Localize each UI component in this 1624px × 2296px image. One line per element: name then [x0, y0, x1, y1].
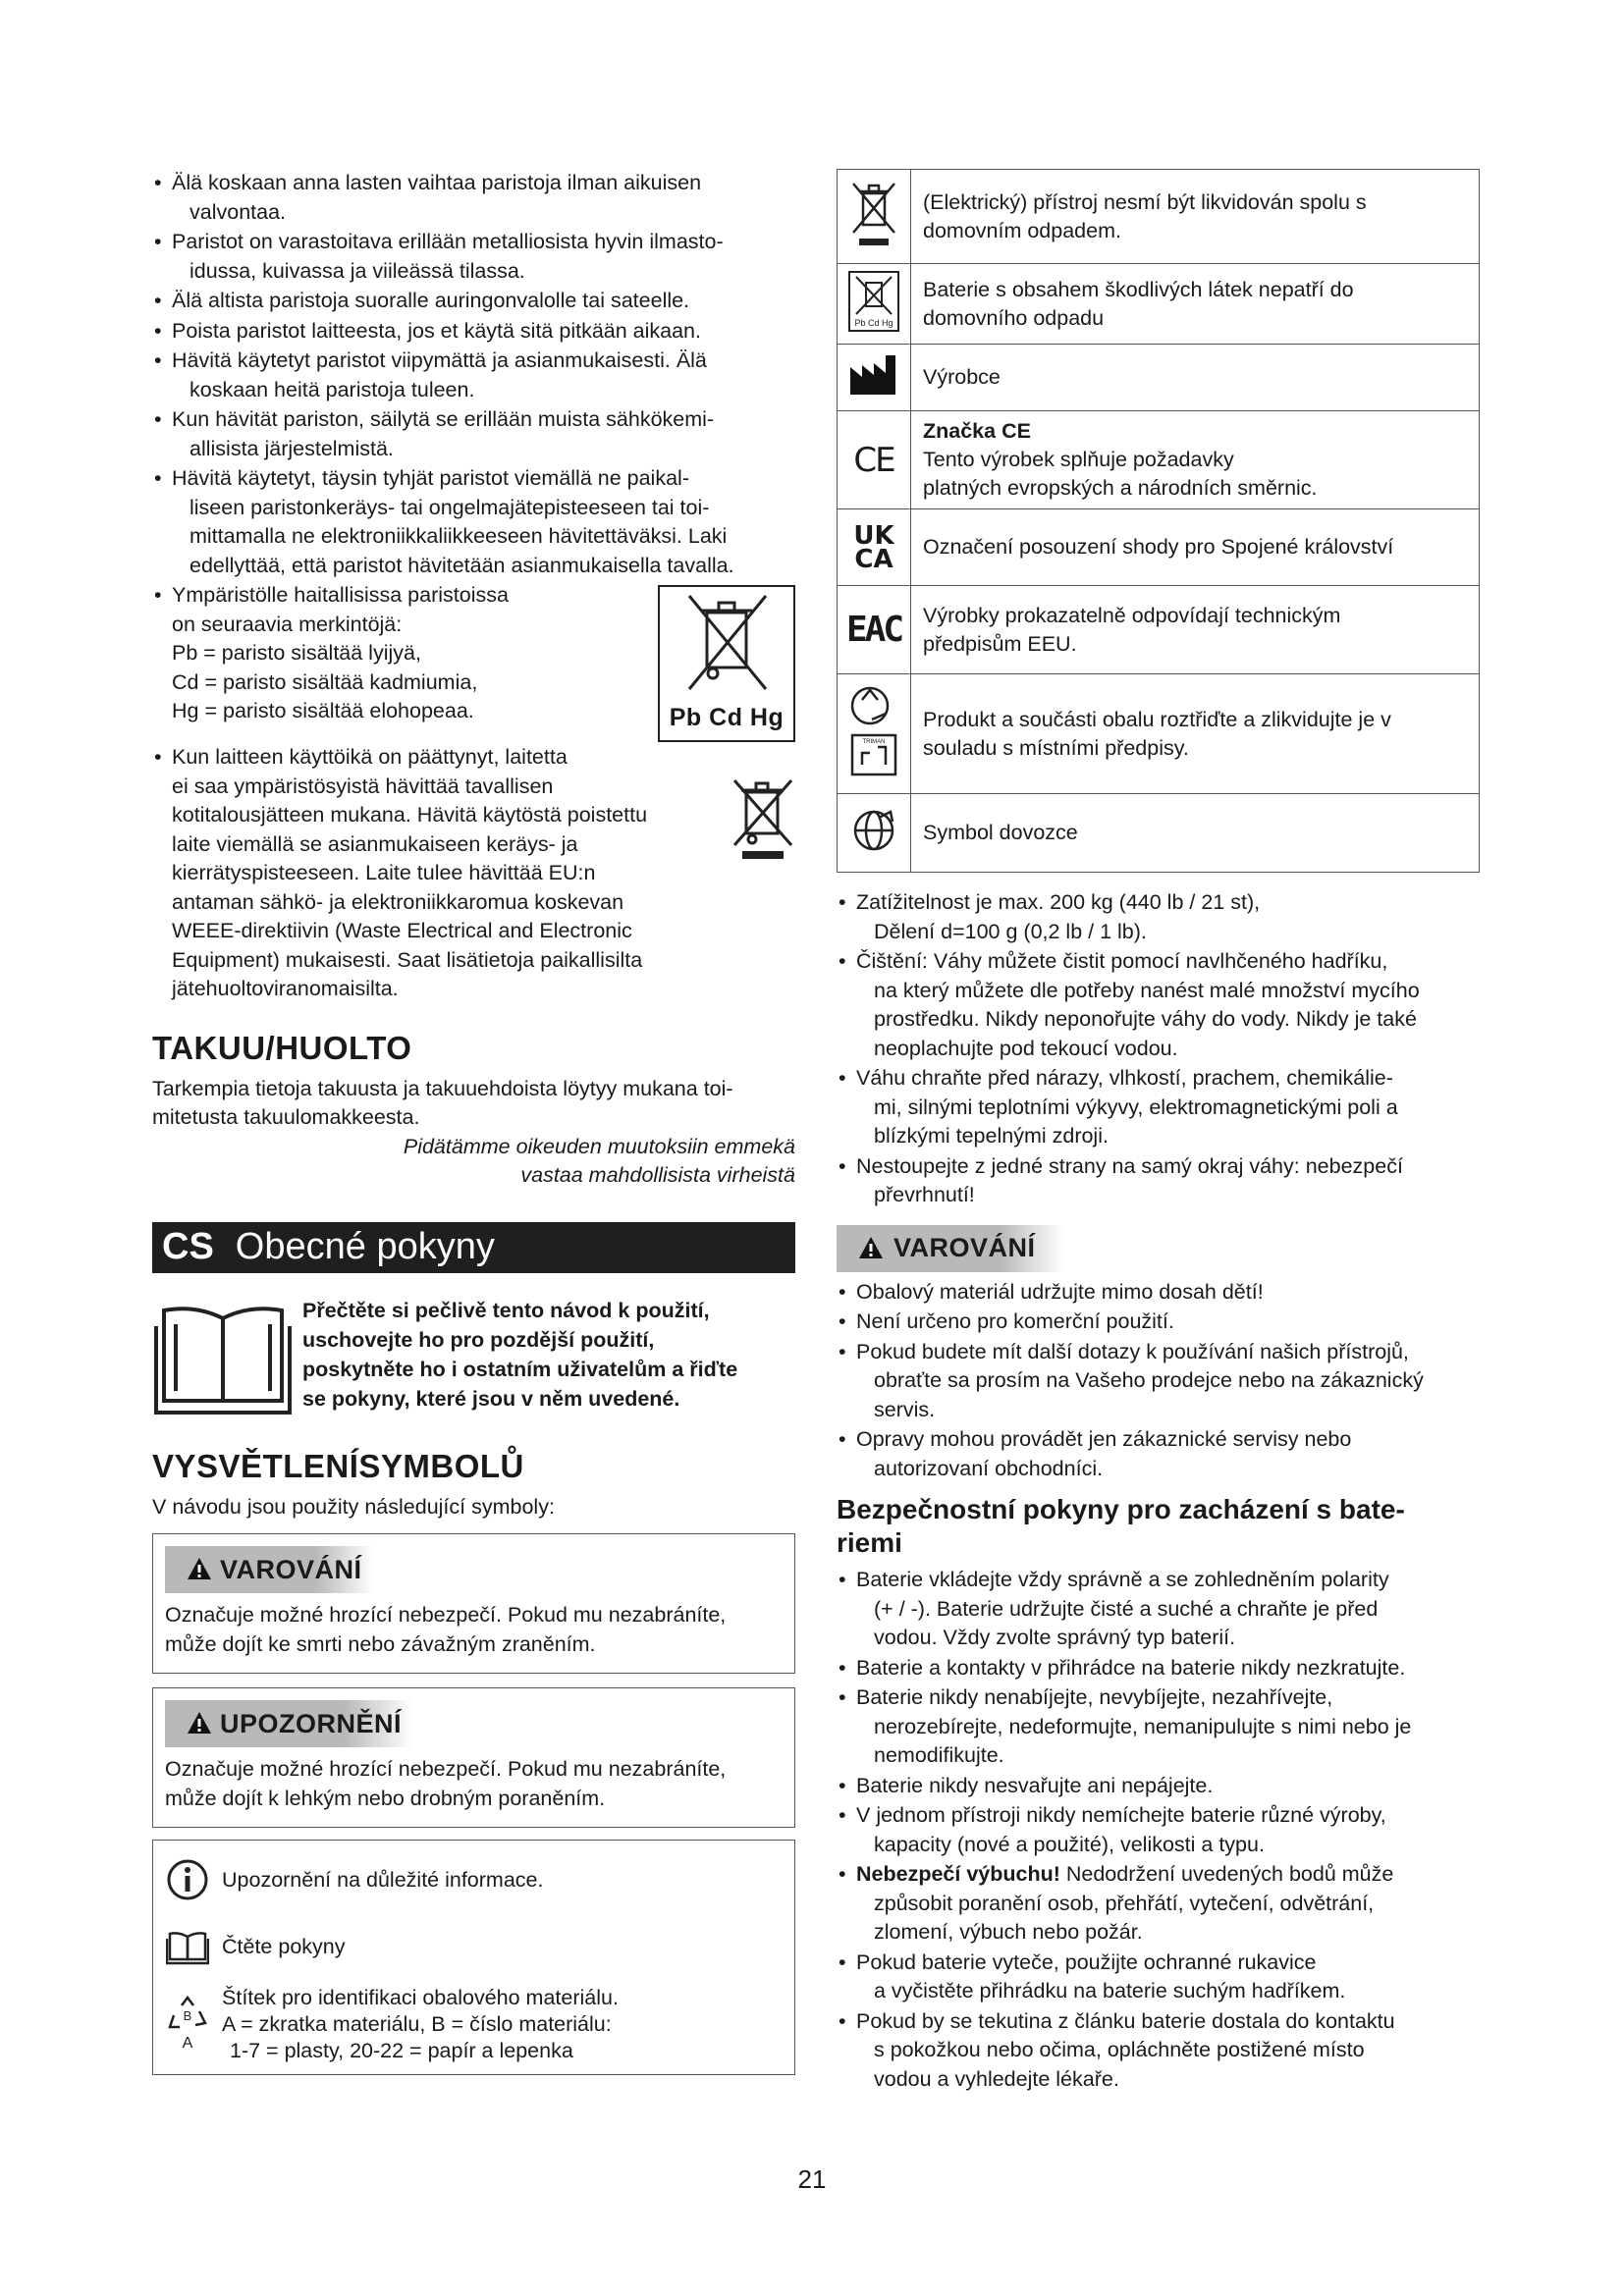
list-item: • Baterie a kontakty v přihrádce na baterie nikdy nezkratujte.	[837, 1654, 1480, 1683]
language-title: Obecné pokyny	[235, 1226, 495, 1267]
list-item: • Pokud by se tekutina z článku baterie dostala do kontaktu s pokožkou nebo očima, opláchněte postižené místo vodou a vyhledejte lékaře.	[837, 2007, 1480, 2095]
list-item: • Nestoupejte z jedné strany na samý okraj váhy: nebezpečí převrhnutí!	[837, 1152, 1480, 1210]
table-row: CE Značka CE Tento výrobek splňuje požadavky platných evropských a národních směrnic.	[838, 411, 1480, 509]
list-item: • Zatížitelnost je max. 200 kg (440 lb / 21 st), Dělení d=100 g (0,2 lb / 1 lb).	[837, 888, 1480, 946]
language-code: CS	[162, 1226, 214, 1267]
ce-mark-icon: CE	[853, 440, 894, 480]
info-icon	[166, 1858, 209, 1901]
weee-bin-icon	[729, 774, 797, 863]
list-item: • Pokud budete mít další dotazy k používání našich přístrojů, obraťte sa prosím na Vašeho prodejce nebo na zákaznický servis.	[837, 1338, 1480, 1425]
importer-globe-icon	[851, 808, 896, 853]
list-item: • Baterie nikdy nesvařujte ani nepájejte.	[837, 1772, 1480, 1801]
crossed-bin-icon	[660, 591, 792, 699]
pb-cd-hg-label: Pb Cd Hg	[669, 703, 785, 731]
warning-box	[152, 1533, 795, 1674]
triman-icon	[848, 684, 899, 778]
table-row: (Elektrický) přístroj nesmí být likvidován spolu s domovním odpadem.	[838, 170, 1480, 264]
legend-row-info: Upozornění na důležité informace.	[163, 1846, 785, 1913]
manufacturer-icon	[848, 353, 899, 397]
symbols-heading: VYSVĚTLENÍSYMBOLŮ	[152, 1447, 524, 1484]
list-item: • Paristot on varastoitava erillään metalliosista hyvin ilmasto- idussa, kuivassa ja viileässä tilassa.	[152, 228, 795, 286]
symbol-table	[837, 169, 1480, 873]
disclaimer: Pidätämme oikeuden muutoksiin emmekä vastaa mahdollisista virheistä	[403, 1134, 795, 1187]
table-row: UK CA Označení posouzení shody pro Spojené království	[838, 509, 1480, 586]
packaging-text: Štítek pro identifikaci obalového materiálu. A = zkratka materiálu, B = číslo materiálu: 1-7 = plasty, 20-22 = papír a lepenka	[222, 1985, 619, 2062]
warning-triangle-icon	[187, 1557, 212, 1580]
list-item: • Váhu chraňte před nárazy, vlhkostí, prachem, chemikálie- mi, silnými teplotními výkyvy, elektromagnetickými poli a blízkými tepelnými zdroji.	[837, 1064, 1480, 1151]
list-item: • Älä koskaan anna lasten vaihtaa paristoja ilman aikuisen valvontaa.	[152, 169, 795, 227]
table-row: EAC Výrobky prokazatelně odpovídají technickým předpisům EEU.	[838, 586, 1480, 674]
caution-text: Označuje možné hrozící nebezpečí. Pokud mu nezabráníte, může dojít k lehkým nebo drobným poraněním.	[165, 1757, 727, 1810]
svg-text:TRIMAN: TRIMAN	[862, 739, 886, 745]
legend-row-packaging	[163, 1980, 785, 2068]
table-row: TRIMAN Produkt a součásti obalu roztřiďte a zlikvidujte je v souladu s místními předpisy.	[838, 674, 1480, 794]
warning-header-right: VAROVÁNÍ	[837, 1225, 1063, 1272]
open-book-icon	[152, 1291, 295, 1418]
eac-mark-icon: EAC	[845, 610, 902, 650]
recycling-icon	[166, 1996, 209, 2035]
material-abbrev-label: A	[182, 2035, 193, 2052]
table-row: Symbol dovozce	[838, 794, 1480, 873]
battery-bullets-fi	[152, 169, 795, 1004]
book-icon	[166, 1928, 209, 1965]
legend-row-read: Čtěte pokyny	[163, 1913, 785, 1980]
table-row: Výrobce	[838, 345, 1480, 411]
svg-text:Pb Cd Hg: Pb Cd Hg	[854, 318, 893, 328]
scale-bullets	[837, 888, 1480, 1210]
list-item: • Hävitä käytetyt, täysin tyhjät paristot viemällä ne paikal- liseen paristonkeräys- tai ongelmajätepisteeseen tai toi- mittamalla ne elektroniikkaliikkeeseen hävitettäväksi. Laki edellyttää, että paristot hävitetään asianmukaisella tavalla.	[152, 464, 795, 580]
list-item: • Obalový materiál udržujte mimo dosah dětí!	[837, 1278, 1480, 1308]
page-number: 21	[797, 2164, 827, 2194]
battery-safety-heading: Bezpečnostní pokyny pro zacházení s bate- riemi	[837, 1494, 1405, 1558]
table-row: Pb Cd Hg Baterie s obsahem škodlivých látek nepatří do domovního odpadu	[838, 264, 1480, 345]
list-item: • Baterie nikdy nenabíjejte, nevybíjejte, nezahřívejte, nerozebírejte, nedeformujte, nemanipulujte s nimi nebo je nemodifikujte.	[837, 1683, 1480, 1771]
svg-text:B: B	[183, 2008, 192, 2023]
list-item: • Opravy mohou provádět jen zákaznické servisy nebo autorizovaní obchodníci.	[837, 1425, 1480, 1483]
list-item: • Älä altista paristoja suoralle auringonvalolle tai sateelle.	[152, 287, 795, 316]
list-item: • Poista paristot laitteesta, jos et käytä sitä pitkään aikaan.	[152, 317, 795, 347]
battery-safety-bullets	[837, 1566, 1480, 2094]
takuu-heading: TAKUU/HUOLTO	[152, 1029, 412, 1066]
list-item: • Čištění: Váhy můžete čistit pomocí navlhčeného hadříku, na který můžete dle potřeby nanést malé množství mycího prostředku. Nikdy neponořujte váhy do vody. Nikdy je také neoplachujte pod tekoucí vodou.	[837, 947, 1480, 1063]
takuu-text: Tarkempia tietoja takuusta ja takuuehdoista löytyy mukana toi- mitetusta takuulomakkeesta.	[152, 1076, 733, 1129]
read-instructions-box	[152, 1291, 795, 1418]
list-item: • Pokud baterie vyteče, použijte ochranné rukavice a vyčistěte přihrádku na baterie suchým hadříkem.	[837, 1949, 1480, 2006]
caution-header: UPOZORNĚNÍ	[165, 1700, 413, 1747]
warning-header: VAROVÁNÍ	[165, 1546, 374, 1593]
list-item-weee: • Kun laitteen käyttöikä on päättynyt, laitetta ei saa ympäristösyistä hävittää tavallisen kotitalousjätteen mukana. Hävitä käytöstä poistettu laite viemällä se asianmukaiseen keräys- ja kierrätyspisteeseen. Laite tulee hävittää EU:n antaman sähkö- ja elektroniikkaromua koskevan WEEE-direktiivin (Waste Electrical and Electronic Equipment) mukaisesti. Saat lisätietoja paikallisilta jätehuoltoviranomaisilta.	[152, 743, 795, 1004]
warning-text: Označuje možné hrozící nebezpečí. Pokud mu nezabráníte, může dojít ke smrti nebo závažným zraněním.	[165, 1603, 727, 1656]
battery-bin-badge	[658, 585, 795, 742]
language-bar	[152, 1222, 795, 1273]
left-column	[152, 169, 795, 2075]
list-item: • Baterie vkládejte vždy správně a se zohledněním polarity (+ / -). Baterie udržujte čisté a suché a chraňte je před vodou. Vždy zvolte správný typ baterií.	[837, 1566, 1480, 1653]
list-item: • Není určeno pro komerční použití.	[837, 1308, 1480, 1337]
caution-triangle-icon	[187, 1711, 212, 1735]
warning-triangle-icon	[858, 1236, 884, 1259]
list-item-env: • Ympäristölle haitallisissa paristoissa on seuraavia merkintöjä: Pb = paristo sisältää lyijyä, Cd = paristo sisältää kadmiumia, Hg = paristo sisältää elohopeaa. Pb Cd Hg	[152, 581, 795, 742]
battery-bin-icon	[848, 271, 899, 332]
symbol-legend	[152, 1840, 795, 2075]
caution-box	[152, 1687, 795, 1828]
read-instructions-text: Přečtěte si pečlivě tento návod k použití, uschovejte ho pro pozdější použití, poskytněte ho i ostatním uživatelům a řiďte se pokyny, které jsou v něm uvedené.	[302, 1298, 738, 1411]
list-item: • Nebezpečí výbuchu! Nedodržení uvedených bodů může způsobit poranění osob, přehřátí, vytečení, odvětrání, zlomení, výbuch nebo požár.	[837, 1860, 1480, 1948]
crossed-bin-icon	[849, 180, 898, 248]
list-item: • V jednom přístroji nikdy nemíchejte baterie různé výroby, kapacity (nové a použité), velikosti a typu.	[837, 1801, 1480, 1859]
ukca-mark-icon: UK CA	[853, 520, 894, 574]
warning-bullets	[837, 1278, 1480, 1484]
list-item: • Kun hävität pariston, säilytä se erillään muista sähkökemi- allisista järjestelmistä.	[152, 405, 795, 463]
symbols-intro: V návodu jsou použity následující symboly:	[152, 1494, 555, 1519]
right-column	[837, 169, 1480, 2095]
list-item: • Hävitä käytetyt paristot viipymättä ja asianmukaisesti. Älä koskaan heitä paristoja tuleen.	[152, 347, 795, 404]
